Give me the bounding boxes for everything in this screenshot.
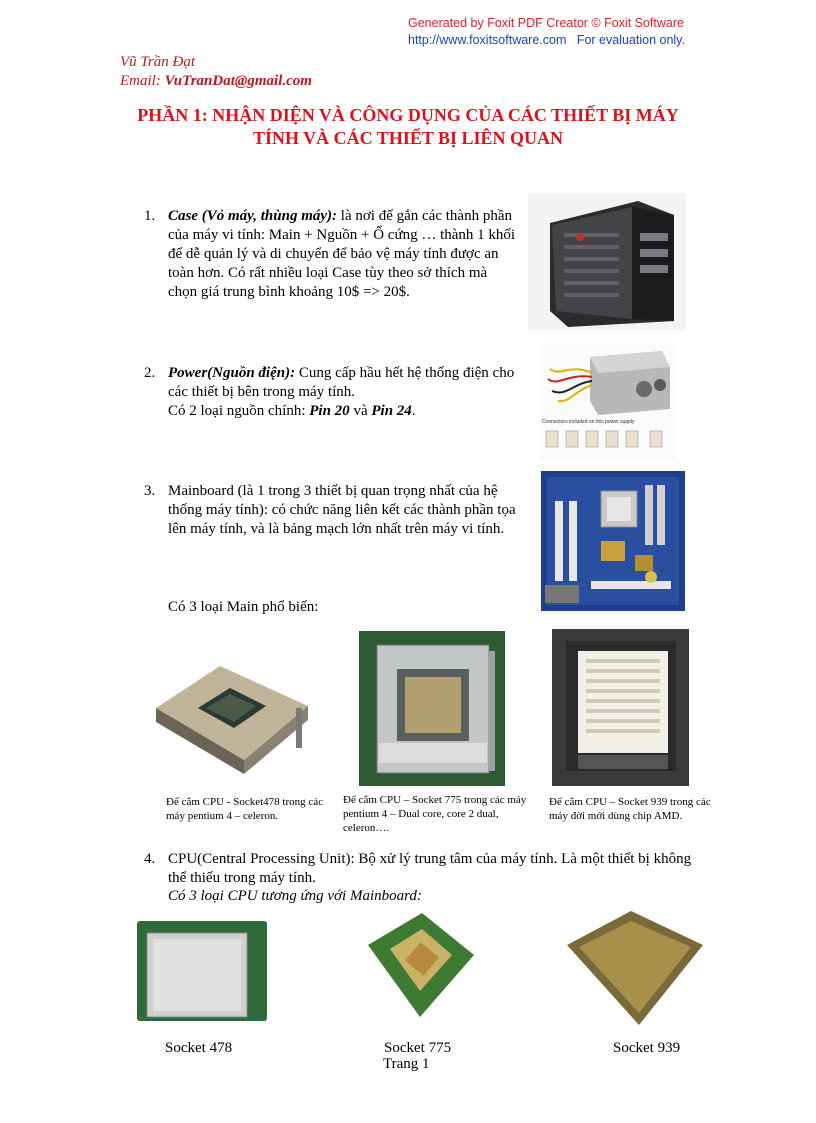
socket478-caption: Đế cắm CPU - Socket478 trong các máy pentium 4 – celeron. xyxy=(166,796,324,822)
cpu939-image xyxy=(561,905,709,1031)
case-image xyxy=(528,193,686,330)
item-2-term: Power(Nguồn điện): xyxy=(168,365,296,381)
foxit-watermark-line: Generated by Foxit PDF Creator © Foxit Software xyxy=(408,16,684,30)
foxit-url-link[interactable]: http://www.foxitsoftware.com xyxy=(408,33,567,47)
socket478-image xyxy=(146,636,314,786)
foxit-eval-text: For evaluation only. xyxy=(576,33,685,47)
item-1-number: 1. xyxy=(144,208,156,224)
item-2-text: Power(Nguồn điện): Cung cấp hầu hết hệ thống điện cho các thiết bị bên trong máy tính. xyxy=(168,365,515,400)
foxit-watermark-url-line xyxy=(408,31,685,49)
item-3-subtitle: Có 3 loại Main phổ biến: xyxy=(168,599,319,615)
item-4-subtitle: Có 3 loại CPU tương ứng với Mainboard: xyxy=(168,888,422,904)
item-1-term: Case (Vỏ máy, thùng máy): xyxy=(168,208,338,224)
power-supply-image xyxy=(540,343,675,460)
item-2-line2: Có 2 loại nguồn chính: Pin 20 và Pin 24. xyxy=(168,403,416,419)
page-title-line2: TÍNH VÀ CÁC THIẾT BỊ LIÊN QUAN xyxy=(252,128,564,148)
author-email-line: Email: VuTranDat@gmail.com xyxy=(120,73,312,89)
mainboard-image xyxy=(541,471,685,611)
cpu775-label: Socket 775 xyxy=(384,1040,452,1056)
socket775-image xyxy=(359,631,505,786)
pin20-label: Pin 20 xyxy=(309,403,350,419)
cpu478-label: Socket 478 xyxy=(165,1040,233,1056)
item-2-number: 2. xyxy=(144,365,156,381)
cpu775-image xyxy=(360,905,481,1026)
cpu939-label: Socket 939 xyxy=(613,1040,681,1056)
page-number: Trang 1 xyxy=(383,1056,430,1072)
socket775-caption: Đế cắm CPU – Socket 775 trong các máy pentium 4 – Dual core, core 2 dual, celeron…. xyxy=(343,794,527,834)
item-3-text: Mainboard (là 1 trong 3 thiết bị quan trọng nhất của hệ thống máy tính): có chức năng liên kết các thành phần tọa lên máy tính, và là bảng mạch lớn nhất trên máy vi tính. xyxy=(168,483,516,537)
power-image-caption: Connectors included on this power supply xyxy=(542,419,635,425)
item-3-number: 3. xyxy=(144,483,156,499)
item-4-number: 4. xyxy=(144,851,156,867)
author-email[interactable]: VuTranDat@gmail.com xyxy=(164,73,312,89)
cpu478-image xyxy=(131,905,278,1031)
author-name: Vũ Trần Đạt xyxy=(120,54,196,70)
item-1-text: Case (Vỏ máy, thùng máy): là nơi để gắn các thành phần của máy vi tính: Main + Nguồn + Ổ cứng … thành 1 khối để dễ quản lý và di chuyển để bảo vệ máy tính được an toàn hơn. Có rất nhiều loại Case tùy theo sở thích mà chọn giá trung bình khoảng 10$ => 20$. xyxy=(168,208,516,300)
page-title-line1: PHẦN 1: NHẬN DIỆN VÀ CÔNG DỤNG CỦA CÁC THIẾT BỊ MÁY xyxy=(137,105,679,125)
item-4-text: CPU(Central Processing Unit): Bộ xử lý trung tâm của máy tính. Là một thiết bị không thể thiếu trong máy tính. xyxy=(168,851,692,886)
pin24-label: Pin 24 xyxy=(371,403,412,419)
socket939-image xyxy=(552,629,689,786)
socket939-caption: Đế cắm CPU – Socket 939 trong các máy đời mới dùng chip AMD. xyxy=(549,796,711,822)
